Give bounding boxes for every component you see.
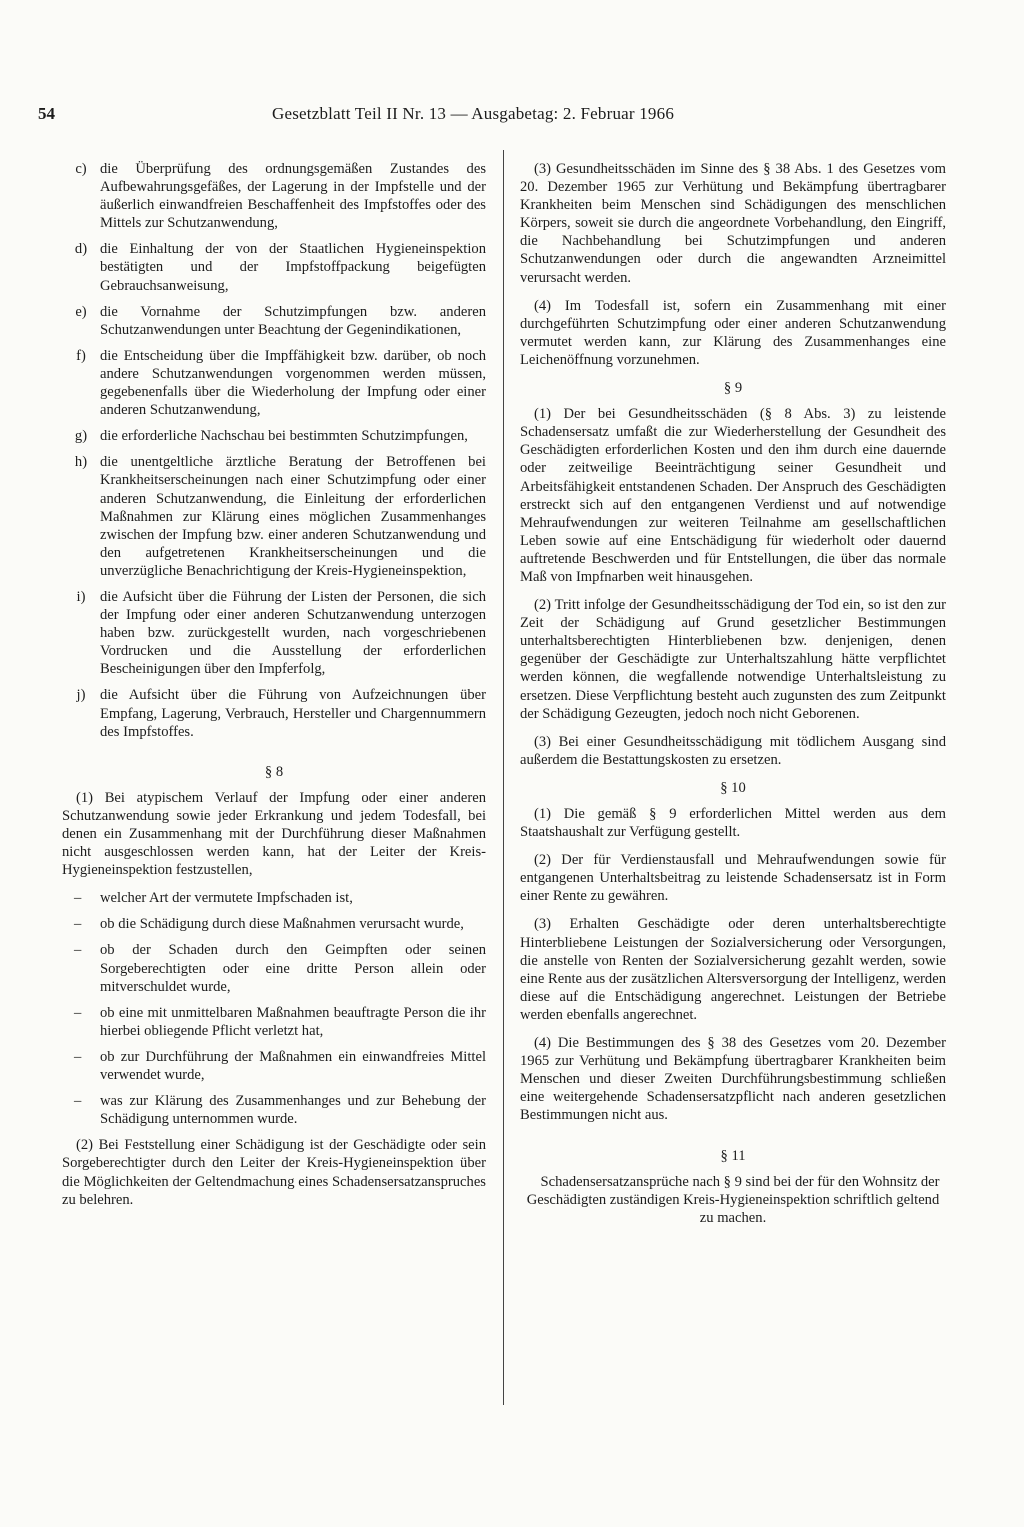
list-item — [62, 347, 486, 419]
item-label: h) — [74, 454, 88, 471]
section-heading-8: § 8 — [264, 763, 284, 780]
item-text: die unentgeltliche ärztliche Beratung der Betroffenen bei Krankheitserscheinungen nach einer Schutzimpfung oder einer anderen Schutzanwendung, die Einleitung der erforderlichen Maßnahmen zur Klärung eines möglichen Zusammenhanges zwischen der Impfung bzw. einer anderen Schutzanwendung und den aufgetretenen Krankheitserscheinungen und die unverzügliche Benachrichtigung der Kreis-Hygieneinspektion, — [100, 454, 486, 579]
item-label: i) — [76, 588, 86, 605]
item-text: die Vornahme der Schutzimpfungen bzw. anderen Schutzanwendungen unter Beachtung der Gegenindikationen, — [100, 303, 486, 338]
list-item — [62, 303, 486, 339]
item-label: g) — [74, 428, 88, 445]
dash-item-text: ob die Schädigung durch diese Maßnahmen verursacht wurde, — [100, 916, 464, 933]
dash-mark: – — [74, 1004, 82, 1021]
dash-list-item — [62, 1004, 486, 1040]
dash-mark: – — [74, 916, 82, 933]
section-heading-11: § 11 — [720, 1147, 746, 1164]
section-heading-9: § 9 — [723, 380, 743, 397]
dash-item-text: ob der Schaden durch den Geimpften oder seinen Sorgeberechtigten oder eine dritte Person allein oder mitverschuldet wurde, — [100, 942, 486, 995]
dash-mark: – — [74, 1048, 82, 1065]
item-label: f) — [76, 347, 86, 364]
section-heading-10: § 10 — [720, 779, 746, 796]
dash-item-text: ob eine mit unmittelbaren Maßnahmen beauftragte Person die ihr hierbei obliegende Pflicht verletzt hat, — [100, 1004, 486, 1039]
item-label: c) — [75, 161, 87, 177]
item-text: die Aufsicht über die Führung der Listen der Personen, die sich der Impfung oder einer anderen Schutzanwendung unterzogen haben bzw. zurückgestellt wurden, nach vorgeschriebenen Vordrucken und die Ausstellung der erforderlichen Bescheinigungen über den Impferfolg, — [100, 588, 486, 678]
dash-mark: – — [74, 942, 82, 959]
item-text: die erforderliche Nachschau bei bestimmten Schutzimpfungen, — [100, 428, 468, 445]
dash-list-item — [62, 915, 486, 933]
paragraph-11-1: Schadensersatzansprüche nach § 9 sind bei der für den Wohnsitz der Geschädigten zuständigen Kreis-Hygieneinspektion schriftlich geltend zu machen. — [526, 1173, 940, 1226]
dash-list-item — [62, 889, 486, 907]
list-item — [62, 453, 486, 580]
running-header: Gesetzblatt Teil II Nr. 13 — Ausgabetag: 2. Februar 1966 — [272, 104, 675, 123]
item-label: e) — [75, 303, 87, 320]
paragraph-8-2: (2) Bei Feststellung einer Schädigung ist der Geschädigte oder sein Sorgeberechtigter durch den Leiter der Kreis-Hygieneinspektion über die Möglichkeiten der Geltendmachung eines Schadensersatzanspruches zu belehren. — [62, 1137, 486, 1208]
paragraph-10-3: (3) Erhalten Geschädigte oder deren unterhaltsberechtigte Hinterbliebene Leistungen der Sozialversicherung oder Versorgungen, die anstelle von Renten der Sozialversicherung gezahlt werden, sowie eine Rente aus der zusätzlichen Altersversorgung der Intelligenz, werden diese auf die Entschädigung angerechnet. Leistungen der Betriebe werden ebenfalls angerechnet. — [520, 916, 946, 1023]
left-column — [62, 160, 486, 1219]
dash-item-text: welcher Art der vermutete Impfschaden ist, — [100, 890, 353, 907]
item-label: d) — [74, 241, 88, 258]
dash-item-text: ob zur Durchführung der Maßnahmen ein einwandfreies Mittel verwendet wurde, — [100, 1048, 486, 1084]
list-item — [62, 160, 486, 232]
list-item — [62, 427, 486, 445]
column-divider — [503, 150, 504, 1405]
item-label: j) — [76, 687, 86, 704]
paragraph-8-1: (1) Bei atypischem Verlauf der Impfung oder einer anderen Schutzanwendung sowie jeder Erkrankung und jedem Todesfall, bei denen ein Zusammenhang mit der Durchführung dieser Maßnahmen nicht ausgeschlossen werden kann, hat der Leiter der Kreis-Hygieneinspektion festzustellen, — [62, 789, 486, 879]
item-text: die Entscheidung über die Impffähigkeit bzw. darüber, ob noch andere Schutzanwendungen vorgenommen werden müssen, gegebenenfalls über die Wiederholung der Impfung oder einer anderen Schutzanwendung, — [100, 347, 486, 419]
paragraph-9-2: (2) Tritt infolge der Gesundheitsschädigung der Tod ein, so ist den zur Zeit der Schädigung auf Grund gesetzlicher Bestimmungen unterhaltsberechtigten Hinterbliebenen bzw. denjenigen, denen gegenüber der Geschädigte zur Unterhaltszahlung hätte verpflichtet werden können, die wegfallende notwendige Unterhaltsleistung zu ersetzen. Diese Verpflichtung besteht auch zugunsten des zum Zeitpunkt der Schädigung Gezeugten, jedoch noch nicht Geborenen. — [520, 597, 946, 722]
right-column — [520, 160, 946, 1237]
paragraph-8-4: (4) Im Todesfall ist, sofern ein Zusammenhang mit einer durchgeführten Schutzimpfung oder einer anderen Schutzanwendung vermutet werden kann, zur Klärung des Zusammenhanges eine Leichenöffnung vorzunehmen. — [520, 297, 946, 368]
item-text: die Überprüfung des ordnungsgemäßen Zustandes des Aufbewahrungsgefäßes, der Lagerung in der Impfstelle und der äußerlich einwandfreien Beschaffenheit des Impfstoffes oder des Mittels zur Schutzanwendung, — [100, 161, 486, 232]
paragraph-10-2: (2) Der für Verdienstausfall und Mehraufwendungen sowie für entgangenen Unterhaltsbeitrag zu leistende Schadensersatz ist in Form einer Rente zu gewähren. — [520, 852, 946, 905]
dash-mark: – — [74, 1093, 82, 1110]
paragraph-9-3: (3) Bei einer Gesundheitsschädigung mit tödlichem Ausgang sind außerdem die Bestattungskosten zu ersetzen. — [520, 733, 946, 768]
item-text: die Aufsicht über die Führung von Aufzeichnungen über Empfang, Lagerung, Verbrauch, Hersteller und Chargennummern des Impfstoffes. — [100, 687, 486, 740]
paragraph-8-3: (3) Gesundheitsschäden im Sinne des § 38 Abs. 1 des Gesetzes vom 20. Dezember 1965 zur Verhütung und Bekämpfung übertragbarer Krankheiten beim Menschen sind Schädigungen des menschlichen Körpers, soweit sie durch die angeordnete Vorbehandlung, den Eingriff, die Nachbehandlung bei Schutzimpfungen und anderen Schutzanwendungen oder durch die angewandten Arzneimittel verursacht werden. — [520, 161, 946, 286]
list-item — [62, 240, 486, 294]
paragraph-9-1: (1) Der bei Gesundheitsschäden (§ 8 Abs. 3) zu leistende Schadensersatz umfaßt die zur Wiederherstellung der Gesundheit des Geschädigten erforderlichen Kosten und den ihm durch eine dauernde oder zeitweilige Beeinträchtigung seiner Gesundheit und Arbeitsfähigkeit entstandenen Schaden. Der Anspruch des Geschädigten erstreckt sich auf den entgangenen Verdienst und auf notwendige Mehraufwendungen zur weiteren Teilnahme am gesellschaftlichen Leben sowie auf eine Entschädigung für wiederholt oder dauernd auftretende Beschwerden und für Entstellungen, die über das normale Maß von Impfnarben weit hinausgehen. — [520, 406, 946, 585]
page-number: 54 — [38, 104, 55, 123]
list-item — [62, 588, 486, 678]
dash-list-item — [62, 941, 486, 995]
paragraph-10-1: (1) Die gemäß § 9 erforderlichen Mittel werden aus dem Staatshaushalt zur Verfügung gestellt. — [520, 806, 946, 841]
list-item — [62, 686, 486, 740]
paragraph-10-4: (4) Die Bestimmungen des § 38 des Gesetzes vom 20. Dezember 1965 zur Verhütung und Bekämpfung übertragbarer Krankheiten beim Menschen und dieser Zweiten Durchführungsbestimmung schließen eine weitergehende Schadensersatzpflicht nach anderen gesetzlichen Bestimmungen nicht aus. — [520, 1035, 946, 1124]
dash-item-text: was zur Klärung des Zusammenhanges und zur Behebung der Schädigung unternommen wurde. — [100, 1093, 486, 1128]
dash-list-item — [62, 1092, 486, 1128]
dash-list-item — [62, 1048, 486, 1084]
dash-mark: – — [74, 890, 82, 907]
item-text: die Einhaltung der von der Staatlichen Hygieneinspektion bestätigten und der Impfstoffpackung beigefügten Gebrauchsanweisung, — [100, 241, 486, 294]
